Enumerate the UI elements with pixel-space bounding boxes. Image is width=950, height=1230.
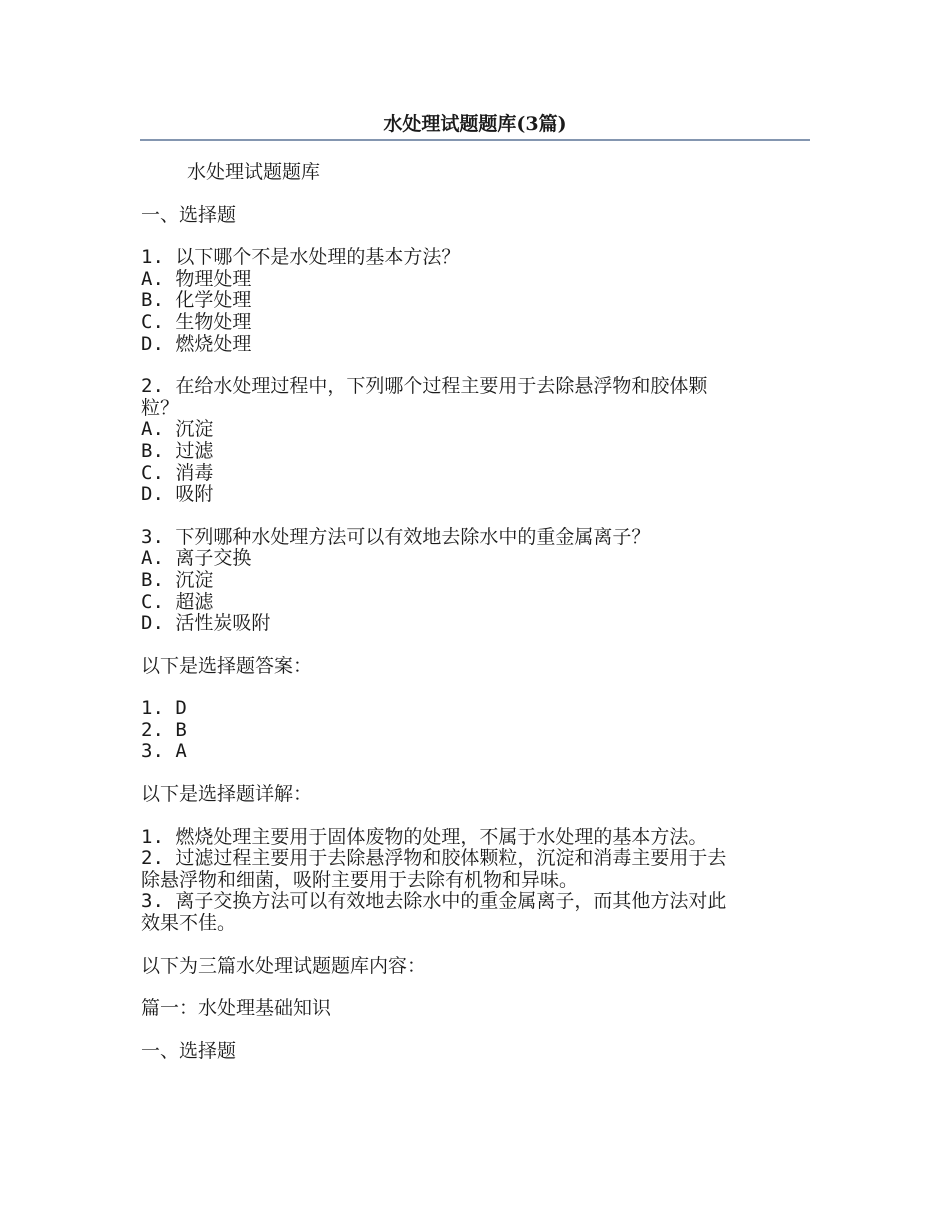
part-1-section-heading: 一、选择题 xyxy=(141,1039,237,1062)
part-1-title: 篇一：水处理基础知识 xyxy=(141,997,332,1020)
answers-heading: 以下是选择题答案： xyxy=(141,654,313,677)
explanation-line-4: 3. 离子交换方法可以有效地去除水中的重金属离子，而其他方法对此 xyxy=(141,890,727,913)
question-3-option-a: A. 离子交换 xyxy=(141,547,252,570)
title-underline xyxy=(140,139,810,141)
question-3-stem: 3. 下列哪种水处理方法可以有效地去除水中的重金属离子？ xyxy=(141,525,651,548)
explanation-line-3: 除悬浮物和细菌，吸附主要用于去除有机物和异味。 xyxy=(141,868,579,891)
question-2-option-a: A. 沉淀 xyxy=(141,418,214,441)
document-body xyxy=(141,162,811,1062)
question-3-option-b: B. 沉淀 xyxy=(141,568,214,591)
answer-2: 2. B xyxy=(141,718,187,741)
question-2-option-c: C. 消毒 xyxy=(141,461,214,484)
question-2-option-d: D. 吸附 xyxy=(141,483,214,506)
explanation-line-2: 2. 过滤过程主要用于去除悬浮物和胶体颗粒，沉淀和消毒主要用于去 xyxy=(141,847,727,870)
explanation-line-5: 效果不佳。 xyxy=(141,912,237,935)
question-3-option-c: C. 超滤 xyxy=(141,590,214,613)
three-parts-heading: 以下为三篇水处理试题题库内容： xyxy=(141,954,427,977)
question-1-option-a: A. 物理处理 xyxy=(141,267,252,290)
explanation-heading: 以下是选择题详解： xyxy=(141,783,313,806)
question-3-option-d: D. 活性炭吸附 xyxy=(141,612,271,635)
explanation-line-1: 1. 燃烧处理主要用于固体废物的处理，不属于水处理的基本方法。 xyxy=(141,825,708,848)
question-1-option-c: C. 生物处理 xyxy=(141,310,252,333)
question-1-stem: 1. 以下哪个不是水处理的基本方法？ xyxy=(141,246,461,269)
answer-1: 1. D xyxy=(141,697,187,720)
question-2-option-b: B. 过滤 xyxy=(141,439,214,462)
question-1-option-d: D. 燃烧处理 xyxy=(141,332,252,355)
question-1-option-b: B. 化学处理 xyxy=(141,289,252,312)
question-2-stem-line1: 2. 在给水处理过程中，下列哪个过程主要用于去除悬浮物和胶体颗 xyxy=(141,375,708,398)
answer-3: 3. A xyxy=(141,740,187,763)
section-heading: 一、选择题 xyxy=(141,203,237,226)
document-subtitle: 水处理试题题库 xyxy=(187,161,321,183)
question-2-stem-line2: 粒？ xyxy=(141,396,180,419)
document-title: 水处理试题题库(3篇) xyxy=(383,113,567,135)
